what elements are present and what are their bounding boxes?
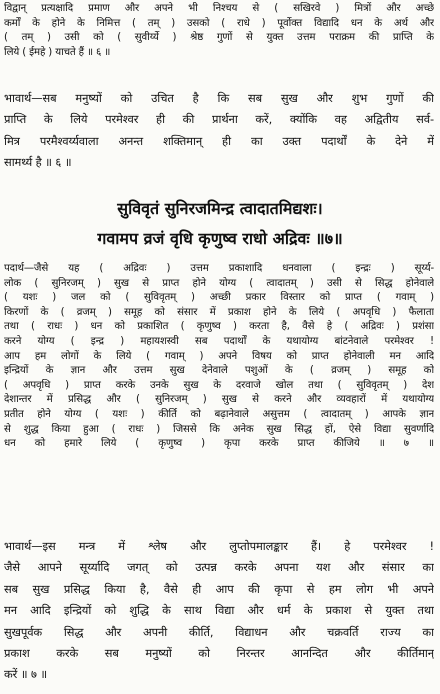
text-line: तथा ( राधः ) धन को प्रकाशित ( कृणुष्व ) करता है, वैसे हे ( अद्रिवः ) प्रशंसा — [4, 321, 434, 333]
text-line: ( अपवृधि ) प्राप्त करके उनके सुख के दरवाजे खोल तथा ( सुविवृतम् ) देश — [4, 379, 434, 391]
paragraph-top — [4, 2, 434, 60]
text-line: प्राप्ति के लिये परमेश्वर ही की प्रार्थना करें, क्योंकि वह अद्वितीय सर्व- — [4, 112, 434, 127]
text-line: मित्र परमैश्वर्य्यवाला अनन्त शक्तिमान् ही का उक्त पदार्थों के देने में — [4, 133, 434, 148]
text-line: प्रतीत होने योग्य ( यशः ) कीर्ति को बढ़ानेवाले असुत्तम ( त्वादातम् ) आपके ज्ञान — [4, 408, 434, 420]
padarth — [4, 262, 434, 452]
text-line: करें ॥ ७ ॥ — [4, 667, 48, 682]
text-line: जैसे आपने सूर्य्यादि जगत् को उत्पन्न करके अपना यश और संसार का — [4, 560, 434, 575]
text-line: प्रकाश करके सब मनुष्यों को निरन्तर आनन्दित और कीर्तिमान् — [4, 646, 434, 661]
text-line: ( यशः ) जल को ( सुविवृतम् ) अच्छी प्रकार विस्तार को प्राप्त ( गवाम् ) — [4, 292, 434, 304]
bhavarth-1 — [4, 88, 434, 174]
text-line: मन आदि इन्द्रियों को शुद्धि के साथ विद्या और धर्म के प्रकाश से युक्त तथा — [4, 603, 434, 618]
mantra-verse — [0, 194, 440, 254]
text-line: लोक ( सुनिरजम् ) सुख से प्राप्त होने योग्य ( त्वादातम् ) उसी से सिद्ध होनेवाले — [4, 277, 434, 289]
mantra-line: गवामप व्रजं वृधि कृणुष्व राधो अद्रिवः ॥७॥ — [97, 229, 343, 248]
text-line: देशान्तर में प्रसिद्ध और ( सुनिरजम् ) सुख से करने और व्यवहारों में यथायोग्य — [4, 394, 434, 406]
text-line: लिये ( ईमहे ) याचते हैं ॥ ६ ॥ — [4, 46, 111, 58]
text-line: सामर्थ्य है ॥ ६ ॥ — [4, 155, 72, 170]
text-line: ( तम् ) उसी को ( सुवीर्य्ये ) श्रेष्ठ गुणों से युक्त उत्तम पराक्रम की प्राप्ति के — [4, 32, 434, 44]
text-line: किरणों के ( व्रजम् ) समूह को संसार में प्रकाश होने के लिये ( अपवृधि ) फैलाता — [4, 306, 434, 318]
text-line: करने योग्य ( इन्द्र ) महायशस्वी सब पदार्थों के यथायोग्य बांटनेवाले परमेश्वर ! — [4, 335, 434, 347]
mantra-line: सुविवृतं सुनिरजमिन्द्र त्वादातमिद्यशः। — [117, 199, 323, 218]
text-line: पदार्थ—जैसे यह ( अद्रिवः ) उत्तम प्रकाशादि धनवाला ( इन्द्रः ) सूर्य्य- — [4, 263, 434, 274]
text-line: सब सुख प्रसिद्ध किया है, वैसे ही आप की कृपा से हम लोग भी अपने — [4, 581, 434, 596]
text-line: सुखपूर्वक सिद्ध और अपनी कीर्ति, विद्याधन और चक्रवर्ति राज्य का — [4, 624, 434, 639]
text-line: भावार्थ—इस मन्त्र में श्लेष और लुप्तोपमालङ्कार हैं। हे परमेश्वर ! — [4, 539, 434, 553]
text-line: आप हम लोगों के लिये ( गवाम् ) अपने विषय को प्राप्त होनेवाली मन आदि — [4, 350, 434, 362]
text-line: धन को हमारे लिये ( कृणुष्व ) कृपा करके प्राप्त कीजिये ॥ ७ ॥ — [4, 438, 434, 450]
text-line: इन्द्रियों के ज्ञान और उत्तम सुख देनेवाले पशुओं के ( व्रजम् ) समूह को — [4, 365, 434, 377]
text-line: से शुद्ध किया हुआ ( राधः ) जिससे कि अनेक सुख सिद्ध हों, ऐसे विद्या सुवर्णादि — [4, 423, 434, 435]
text-line: कर्मों के होने के निमित्त ( तम् ) उसको ( राधे ) पूर्वोक्त विद्यादि धन के अर्थ और — [4, 17, 434, 29]
text-line: विद्वान् प्रत्यक्षादि प्रमाण और अपने भी निश्चय से ( सखिरवे ) मित्रों और अच्छे — [4, 3, 434, 14]
bhavarth-2 — [4, 536, 434, 686]
text-line: भावार्थ—सब मनुष्यों को उचित है कि सब सुख और शुभ गुणों की — [4, 91, 434, 105]
